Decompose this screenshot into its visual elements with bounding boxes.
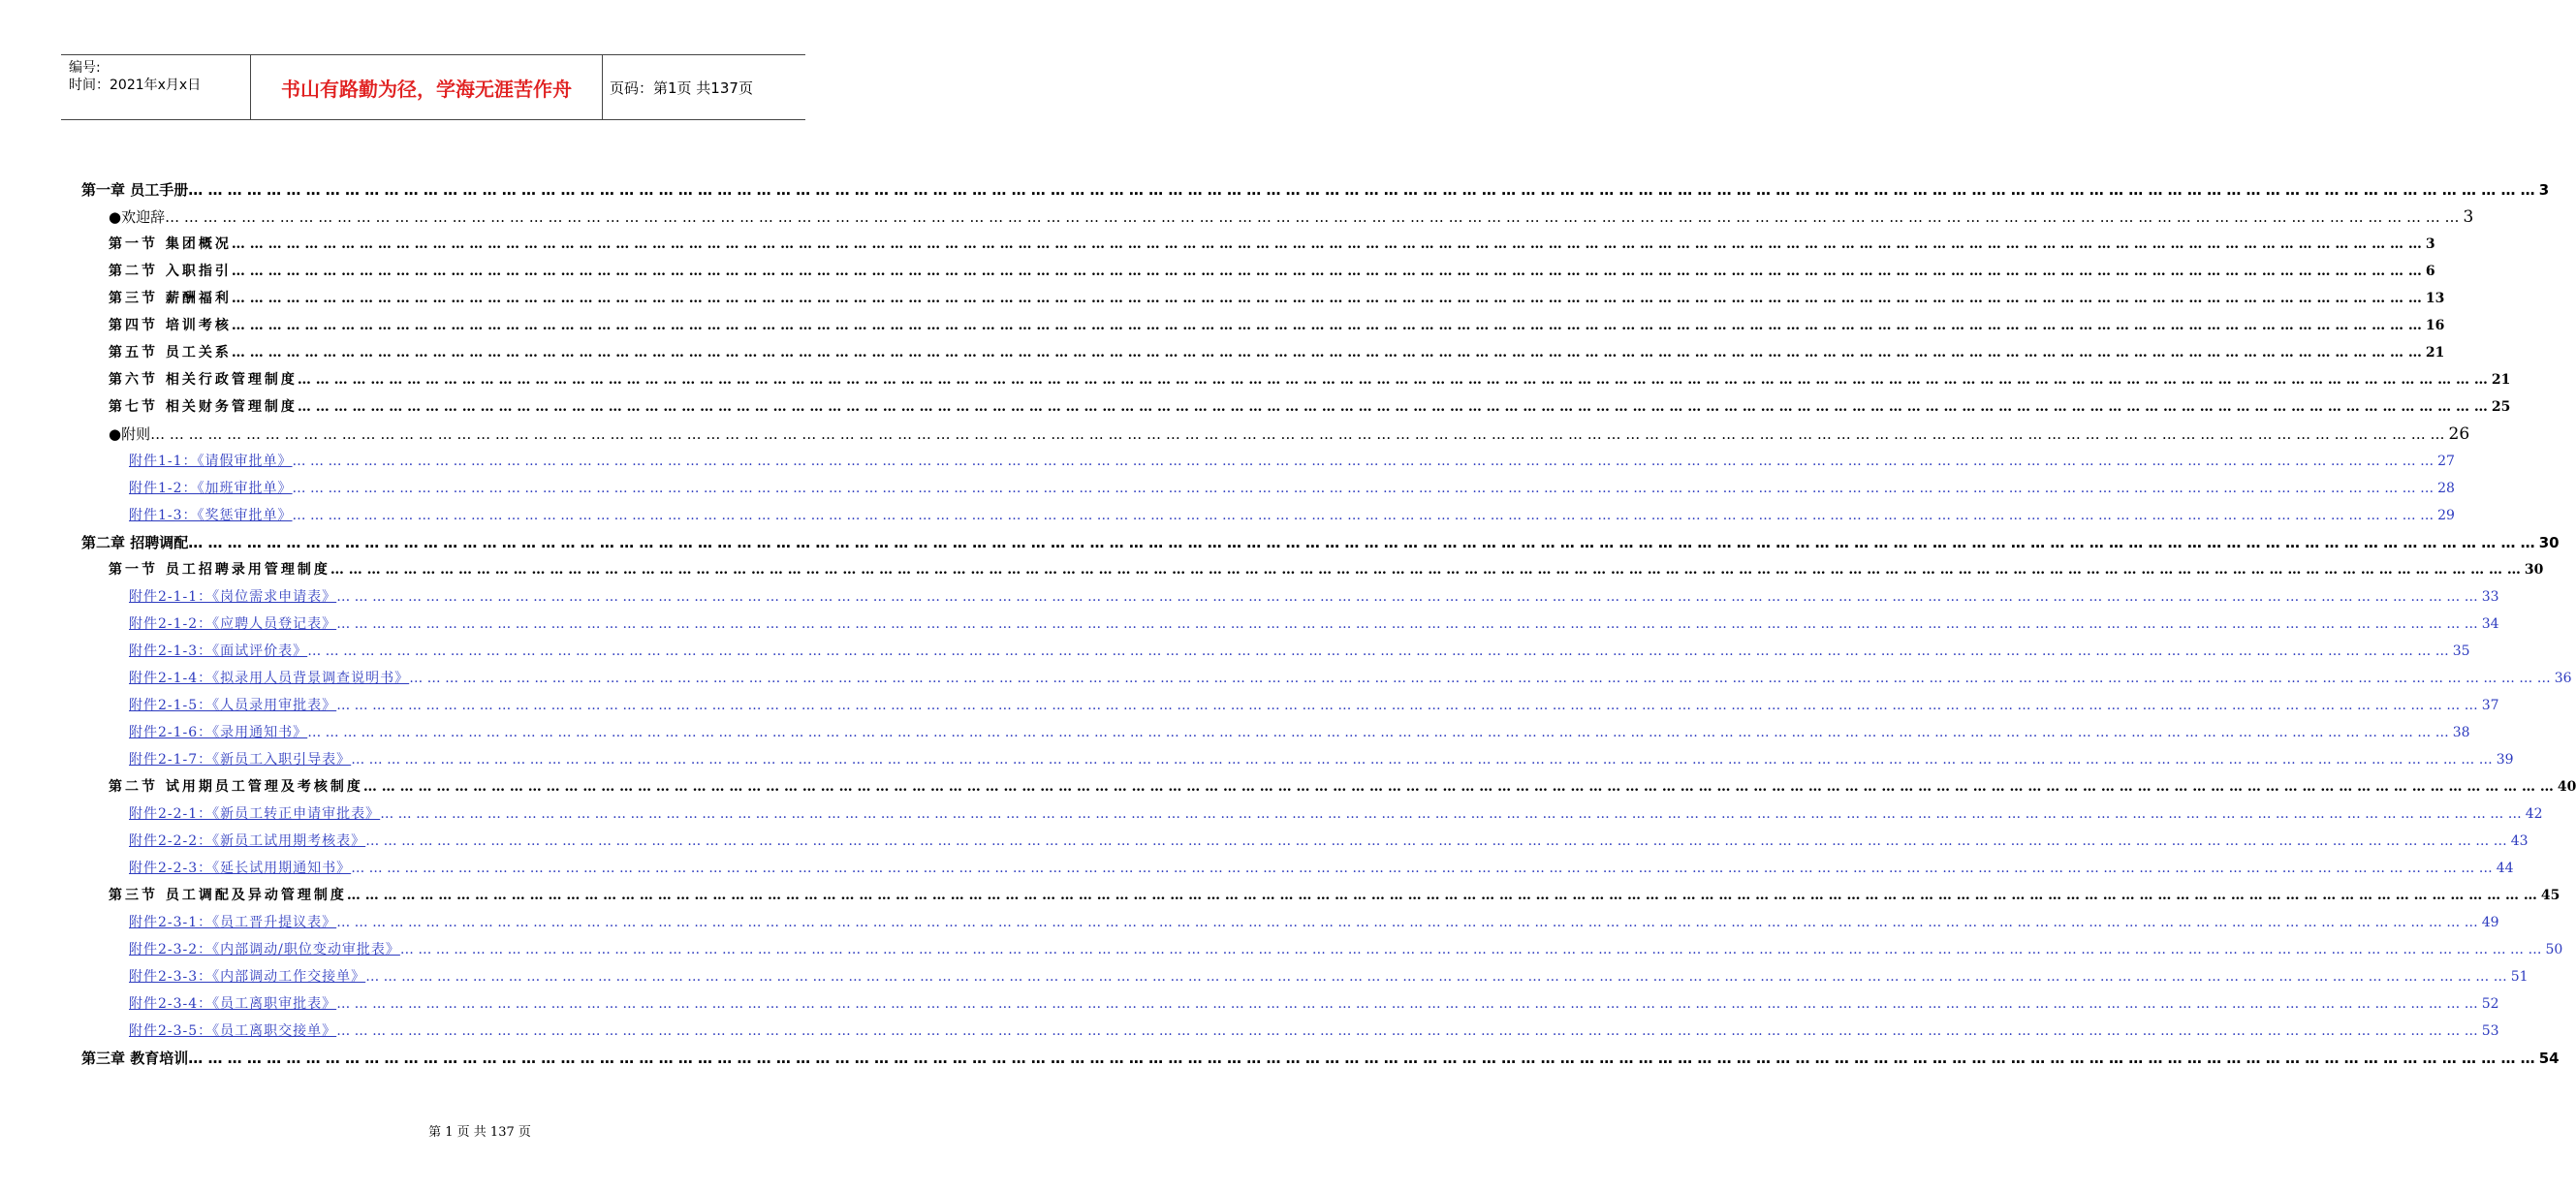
toc-entry [109, 556, 2544, 580]
toc-entry [109, 366, 2511, 390]
attachment-link[interactable] [129, 638, 2470, 661]
toc-entry-label: 附件2-1-6：《录用通知书》 [129, 725, 308, 740]
toc-entry-page: 52 [2481, 996, 2499, 1012]
attachment-link[interactable] [129, 583, 2499, 607]
toc-entry-label: 第七节 相关财务管理制度 [109, 399, 298, 415]
leader-dots: … … … … … … … … … … … … … … … … … … … … … … … … … … … … … … … … … … … … … … … … … … … … … … … … … … … … … … … … … … … … … … … … … … … … … … … … … … … … … … … … … … … … … … … … … … … … … … … … … … … … … … … … … … … … … … … … … … … … … … … … [292, 481, 2435, 496]
toc-entry [109, 285, 2445, 308]
leader-dots: … … … … … … … … … … … … … … … … … … … … … … … … … … … … … … … … … … … … … … … … … … … … … … … … … … … … … … … … … … … … … … … … … … … … … … … … … … … … … … … … … … … … … … … … … … … … … … … … … … … … … … … … … … … … … … … … … … … … … … … … [188, 1050, 2535, 1067]
toc-entry-label: 第六节 相关行政管理制度 [109, 372, 298, 388]
leader-dots: … … … … … … … … … … … … … … … … … … … … … … … … … … … … … … … … … … … … … … … … … … … … … … … … … … … … … … … … … … … … … … … … … … … … … … … … … … … … … … … … … … … … … … … … … … … … … … … … … … … … … … … … … … … … … … … … … … … … … … … … [231, 345, 2422, 361]
attachment-link[interactable] [129, 692, 2499, 715]
toc-entry-page: 36 [2554, 671, 2572, 686]
toc-entry-label: 附件2-2-2：《新员工试用期考核表》 [129, 833, 366, 849]
leader-dots: … … … … … … … … … … … … … … … … … … … … … … … … … … … … … … … … … … … … … … … … … … … … … … … … … … … … … … … … … … … … … … … … … … … … … … … … … … … … … … … … … … … … … … … … … … … … … … … … … … … … … … … … … … … … … … … … … … … … … … … … [330, 562, 2521, 578]
attachment-link[interactable] [129, 855, 2514, 878]
toc-entry-page: 38 [2452, 725, 2470, 740]
leader-dots: … … … … … … … … … … … … … … … … … … … … … … … … … … … … … … … … … … … … … … … … … … … … … … … … … … … … … … … … … … … … … … … … … … … … … … … … … … … … … … … … … … … … … … … … … … … … … … … … … … … … … … … … … … … … … … … … … … … … … … … … [365, 833, 2507, 849]
attachment-link[interactable] [129, 502, 2455, 525]
toc-entry-label: 附件2-3-5：《员工离职交接单》 [129, 1023, 337, 1039]
leader-dots: … … … … … … … … … … … … … … … … … … … … … … … … … … … … … … … … … … … … … … … … … … … … … … … … … … … … … … … … … … … … … … … … … … … … … … … … … … … … … … … … … … … … … … … … … … … … … … … … … … … … … … … … … … … … … … … … … … … … … … … … [336, 698, 2478, 713]
leader-dots: … … … … … … … … … … … … … … … … … … … … … … … … … … … … … … … … … … … … … … … … … … … … … … … … … … … … … … … … … … … … … … … … … … … … … … … … … … … … … … … … … … … … … … … … … … … … … … … … … … … … … … … … … … … … … … … … … … … … … … … … [307, 643, 2449, 659]
bullet-icon: ● [109, 208, 122, 226]
leader-dots: … … … … … … … … … … … … … … … … … … … … … … … … … … … … … … … … … … … … … … … … … … … … … … … … … … … … … … … … … … … … … … … … … … … … … … … … … … … … … … … … … … … … … … … … … … … … … … … … … … … … … … … … … … … … … … … … … … … … … … … … [336, 589, 2478, 605]
toc-entry-label: 附件2-1-7：《新员工入职引导表》 [129, 752, 352, 768]
leader-dots: … … … … … … … … … … … … … … … … … … … … … … … … … … … … … … … … … … … … … … … … … … … … … … … … … … … … … … … … … … … … … … … … … … … … … … … … … … … … … … … … … … … … … … … … … … … … … … … … … … … … … … … … … … … … … … … … … … … … … … … … [336, 616, 2478, 632]
toc-entry-page: 51 [2510, 969, 2529, 985]
toc-entry [81, 1045, 2560, 1068]
toc-entry-label: 第三章 教育培训 [81, 1050, 189, 1067]
toc-entry-label: 附件2-3-2：《内部调动/职位变动审批表》 [129, 942, 400, 957]
toc-entry [109, 339, 2445, 362]
toc-entry-page: 29 [2437, 508, 2455, 523]
number-label: 编号: [69, 60, 101, 76]
toc-entry [109, 882, 2560, 905]
toc-entry-label: 第四节 培训考核 [109, 318, 232, 333]
leader-dots: … … … … … … … … … … … … … … … … … … … … … … … … … … … … … … … … … … … … … … … … … … … … … … … … … … … … … … … … … … … … … … … … … … … … … … … … … … … … … … … … … … … … … … … … … … … … … … … … … … … … … … … … … … … … … … … … … … … … … … … … [297, 372, 2488, 388]
toc-entry [81, 176, 2550, 200]
toc-entry-label: 附件2-2-1：《新员工转正申请审批表》 [129, 806, 381, 822]
toc-entry-page: 21 [2425, 345, 2445, 361]
toc-entry-label: 第五节 员工关系 [109, 345, 232, 361]
attachment-link[interactable] [129, 990, 2499, 1014]
toc-entry-label: 附件2-1-3：《面试评价表》 [129, 643, 308, 659]
leader-dots: … … … … … … … … … … … … … … … … … … … … … … … … … … … … … … … … … … … … … … … … … … … … … … … … … … … … … … … … … … … … … … … … … … … … … … … … … … … … … … … … … … … … … … … … … … … … … … … … … … … … … … … … … … … … … … … … … … … … … … … … [399, 942, 2542, 957]
toc-entry-label: 第二节 试用期员工管理及考核制度 [109, 779, 363, 795]
toc-entry-page: 28 [2437, 481, 2455, 496]
attachment-link[interactable] [129, 909, 2499, 932]
attachment-link[interactable] [129, 448, 2455, 471]
toc-entry [109, 258, 2435, 281]
toc-entry-page: 40 [2557, 779, 2576, 795]
attachment-link[interactable] [129, 800, 2543, 824]
attachment-link[interactable] [129, 719, 2470, 742]
toc-entry-label: 附件2-2-3：《延长试用期通知书》 [129, 861, 352, 876]
toc-entry-label: 附件2-1-4：《拟录用人员背景调查说明书》 [129, 671, 410, 686]
leader-dots: … … … … … … … … … … … … … … … … … … … … … … … … … … … … … … … … … … … … … … … … … … … … … … … … … … … … … … … … … … … … … … … … … … … … … … … … … … … … … … … … … … … … … … … … … … … … … … … … … … … … … … … … … … … … … … … … … … … … … … … … [351, 861, 2493, 876]
toc-entry-page: 44 [2496, 861, 2514, 876]
toc-entry-label: 附则 [121, 425, 151, 443]
toc-entry-page: 3 [2538, 181, 2550, 199]
toc-entry-page: 30 [2538, 534, 2560, 551]
toc-entry-label: 附件2-1-2：《应聘人员登记表》 [129, 616, 337, 632]
attachment-link[interactable] [129, 828, 2529, 851]
toc-entry-page: 49 [2481, 915, 2499, 930]
leader-dots: … … … … … … … … … … … … … … … … … … … … … … … … … … … … … … … … … … … … … … … … … … … … … … … … … … … … … … … … … … … … … … … … … … … … … … … … … … … … … … … … … … … … … … … … … … … … … … … … … … … … … … … … … … … … … … … … … … … … … … … … [365, 969, 2507, 985]
toc-entry-label: 欢迎辞 [121, 208, 166, 226]
attachment-link[interactable] [129, 665, 2572, 688]
leader-dots: … … … … … … … … … … … … … … … … … … … … … … … … … … … … … … … … … … … … … … … … … … … … … … … … … … … … … … … … … … … … … … … … … … … … … … … … … … … … … … … … … … … … … … … … … … … … … … … … … … … … … … … … … … … … … … … … … … … … … … … … [346, 888, 2537, 903]
leader-dots: … … … … … … … … … … … … … … … … … … … … … … … … … … … … … … … … … … … … … … … … … … … … … … … … … … … … … … … … … … … … … … … … … … … … … … … … … … … … … … … … … … … … … … … … … … … … … … … … … … … … … … … … … … … … … … … … … … … … … … … … [231, 318, 2422, 333]
leader-dots: … … … … … … … … … … … … … … … … … … … … … … … … … … … … … … … … … … … … … … … … … … … … … … … … … … … … … … … … … … … … … … … … … … … … … … … … … … … … … … … … … … … … … … … … … … … … … … … … … … … … … … … … … … … … … … … … … … … … … … … … [336, 996, 2478, 1012]
toc-entry-page: 33 [2481, 589, 2499, 605]
leader-dots: … … … … … … … … … … … … … … … … … … … … … … … … … … … … … … … … … … … … … … … … … … … … … … … … … … … … … … … … … … … … … … … … … … … … … … … … … … … … … … … … … … … … … … … … … … … … … … … … … … … … … … … … … … … … … … … … … … … … … … … … [165, 208, 2460, 226]
toc-entry [109, 393, 2511, 417]
toc-entry-label: 第三节 员工调配及异动管理制度 [109, 888, 347, 903]
toc-entry [109, 312, 2445, 335]
toc-entry-page: 21 [2491, 372, 2511, 388]
attachment-link[interactable] [129, 611, 2499, 634]
header-motto: 书山有路勤为径，学海无涯苦作舟 [281, 77, 572, 101]
toc-entry-page: 16 [2425, 318, 2445, 333]
toc-entry-page: 13 [2425, 291, 2445, 306]
leader-dots: … … … … … … … … … … … … … … … … … … … … … … … … … … … … … … … … … … … … … … … … … … … … … … … … … … … … … … … … … … … … … … … … … … … … … … … … … … … … … … … … … … … … … … … … … … … … … … … … … … … … … … … … … … … … … … … … … … … … … … … … [231, 291, 2422, 306]
leader-dots: … … … … … … … … … … … … … … … … … … … … … … … … … … … … … … … … … … … … … … … … … … … … … … … … … … … … … … … … … … … … … … … … … … … … … … … … … … … … … … … … … … … … … … … … … … … … … … … … … … … … … … … … … … … … … … … … … … … … … … … … [231, 264, 2422, 279]
toc-entry-label: 第一节 员工招聘录用管理制度 [109, 562, 330, 578]
leader-dots: … … … … … … … … … … … … … … … … … … … … … … … … … … … … … … … … … … … … … … … … … … … … … … … … … … … … … … … … … … … … … … … … … … … … … … … … … … … … … … … … … … … … … … … … … … … … … … … … … … … … … … … … … … … … … … … … … … … … … … … … [188, 181, 2535, 199]
leader-dots: … … … … … … … … … … … … … … … … … … … … … … … … … … … … … … … … … … … … … … … … … … … … … … … … … … … … … … … … … … … … … … … … … … … … … … … … … … … … … … … … … … … … … … … … … … … … … … … … … … … … … … … … … … … … … … … … … … … … … … … … [297, 399, 2488, 415]
leader-dots: … … … … … … … … … … … … … … … … … … … … … … … … … … … … … … … … … … … … … … … … … … … … … … … … … … … … … … … … … … … … … … … … … … … … … … … … … … … … … … … … … … … … … … … … … … … … … … … … … … … … … … … … … … … … … … … … … … … … … … … … [292, 454, 2435, 469]
toc-entry-page: 26 [2448, 424, 2470, 444]
toc-entry-label: 附件2-3-1：《员工晋升提议表》 [129, 915, 337, 930]
toc-entry-page: 27 [2437, 454, 2455, 469]
page-footer: 第 1 页 共 137 页 [428, 1125, 531, 1140]
toc-entry-page: 39 [2496, 752, 2514, 768]
leader-dots: … … … … … … … … … … … … … … … … … … … … … … … … … … … … … … … … … … … … … … … … … … … … … … … … … … … … … … … … … … … … … … … … … … … … … … … … … … … … … … … … … … … … … … … … … … … … … … … … … … … … … … … … … … … … … … … … … … … … … … … … [336, 915, 2478, 930]
bullet-icon: ● [109, 425, 122, 443]
toc-entry [81, 529, 2560, 552]
toc-entry-page: 37 [2481, 698, 2499, 713]
toc-entry-label: 第二章 招聘调配 [81, 534, 189, 551]
toc-entry-page: 50 [2545, 942, 2563, 957]
toc-entry [109, 421, 2470, 444]
toc-entry-label: 附件1-3：《奖惩审批单》 [129, 508, 293, 523]
toc-entry-label: 附件2-3-4：《员工离职审批表》 [129, 996, 337, 1012]
toc-entry-page: 30 [2524, 562, 2544, 578]
toc-entry-label: 附件2-3-3：《内部调动工作交接单》 [129, 969, 366, 985]
attachment-link[interactable] [129, 963, 2529, 987]
attachment-link[interactable] [129, 936, 2563, 959]
toc-entry-page: 3 [2463, 207, 2474, 227]
toc-entry-page: 45 [2540, 888, 2560, 903]
toc-entry-label: 第二节 入职指引 [109, 264, 232, 279]
leader-dots: … … … … … … … … … … … … … … … … … … … … … … … … … … … … … … … … … … … … … … … … … … … … … … … … … … … … … … … … … … … … … … … … … … … … … … … … … … … … … … … … … … … … … … … … … … … … … … … … … … … … … … … … … … … … … … … … … … … … … … … … [307, 725, 2449, 740]
toc-entry-page: 25 [2491, 399, 2511, 415]
leader-dots: … … … … … … … … … … … … … … … … … … … … … … … … … … … … … … … … … … … … … … … … … … … … … … … … … … … … … … … … … … … … … … … … … … … … … … … … … … … … … … … … … … … … … … … … … … … … … … … … … … … … … … … … … … … … … … … … … … … … … … … … [409, 671, 2551, 686]
toc-entry [109, 773, 2576, 797]
leader-dots: … … … … … … … … … … … … … … … … … … … … … … … … … … … … … … … … … … … … … … … … … … … … … … … … … … … … … … … … … … … … … … … … … … … … … … … … … … … … … … … … … … … … … … … … … … … … … … … … … … … … … … … … … … … … … … … … … … … … … … … … [380, 806, 2522, 822]
attachment-link[interactable] [129, 475, 2455, 498]
toc-entry-page: 35 [2452, 643, 2470, 659]
time-label: 时间：2021年x月x日 [69, 78, 202, 93]
toc-entry-label: 第一节 集团概况 [109, 236, 232, 252]
leader-dots: … … … … … … … … … … … … … … … … … … … … … … … … … … … … … … … … … … … … … … … … … … … … … … … … … … … … … … … … … … … … … … … … … … … … … … … … … … … … … … … … … … … … … … … … … … … … … … … … … … … … … … … … … … … … … … … … … … … … … … … … [351, 752, 2493, 768]
toc-entry-page: 6 [2425, 264, 2435, 279]
toc-entry-label: 附件1-2：《加班审批单》 [129, 481, 293, 496]
header-page-info: 页码：第1页 共137页 [610, 78, 753, 97]
header-divider [602, 55, 603, 119]
toc-entry-page: 3 [2425, 236, 2435, 252]
toc-entry [109, 231, 2435, 254]
leader-dots: … … … … … … … … … … … … … … … … … … … … … … … … … … … … … … … … … … … … … … … … … … … … … … … … … … … … … … … … … … … … … … … … … … … … … … … … … … … … … … … … … … … … … … … … … … … … … … … … … … … … … … … … … … … … … … … … … … … … … … … … [231, 236, 2422, 252]
leader-dots: … … … … … … … … … … … … … … … … … … … … … … … … … … … … … … … … … … … … … … … … … … … … … … … … … … … … … … … … … … … … … … … … … … … … … … … … … … … … … … … … … … … … … … … … … … … … … … … … … … … … … … … … … … … … … … … … … … … … … … … … [188, 534, 2535, 551]
page-header [61, 54, 805, 120]
leader-dots: … … … … … … … … … … … … … … … … … … … … … … … … … … … … … … … … … … … … … … … … … … … … … … … … … … … … … … … … … … … … … … … … … … … … … … … … … … … … … … … … … … … … … … … … … … … … … … … … … … … … … … … … … … … … … … … … … … … … … … … … [292, 508, 2435, 523]
attachment-link[interactable] [129, 1018, 2499, 1041]
toc-entry [109, 204, 2474, 227]
attachment-link[interactable] [129, 746, 2514, 769]
toc-entry-label: 附件2-1-5：《人员录用审批表》 [129, 698, 337, 713]
toc-entry-label: 附件2-1-1：《岗位需求申请表》 [129, 589, 337, 605]
toc-entry-page: 43 [2510, 833, 2529, 849]
toc-entry-label: 第三节 薪酬福利 [109, 291, 232, 306]
toc-entry-label: 附件1-1：《请假审批单》 [129, 454, 293, 469]
toc-entry-label: 第一章 员工手册 [81, 181, 189, 199]
toc-entry-page: 53 [2481, 1023, 2499, 1039]
leader-dots: … … … … … … … … … … … … … … … … … … … … … … … … … … … … … … … … … … … … … … … … … … … … … … … … … … … … … … … … … … … … … … … … … … … … … … … … … … … … … … … … … … … … … … … … … … … … … … … … … … … … … … … … … … … … … … … … … … … … … … … … [362, 779, 2554, 795]
toc-entry-page: 42 [2525, 806, 2543, 822]
header-meta [69, 59, 201, 94]
leader-dots: … … … … … … … … … … … … … … … … … … … … … … … … … … … … … … … … … … … … … … … … … … … … … … … … … … … … … … … … … … … … … … … … … … … … … … … … … … … … … … … … … … … … … … … … … … … … … … … … … … … … … … … … … … … … … … … … … … … … … … … … [150, 425, 2445, 443]
toc-entry-page: 34 [2481, 616, 2499, 632]
leader-dots: … … … … … … … … … … … … … … … … … … … … … … … … … … … … … … … … … … … … … … … … … … … … … … … … … … … … … … … … … … … … … … … … … … … … … … … … … … … … … … … … … … … … … … … … … … … … … … … … … … … … … … … … … … … … … … … … … … … … … … … … [336, 1023, 2478, 1039]
toc-entry-page: 54 [2538, 1050, 2560, 1067]
